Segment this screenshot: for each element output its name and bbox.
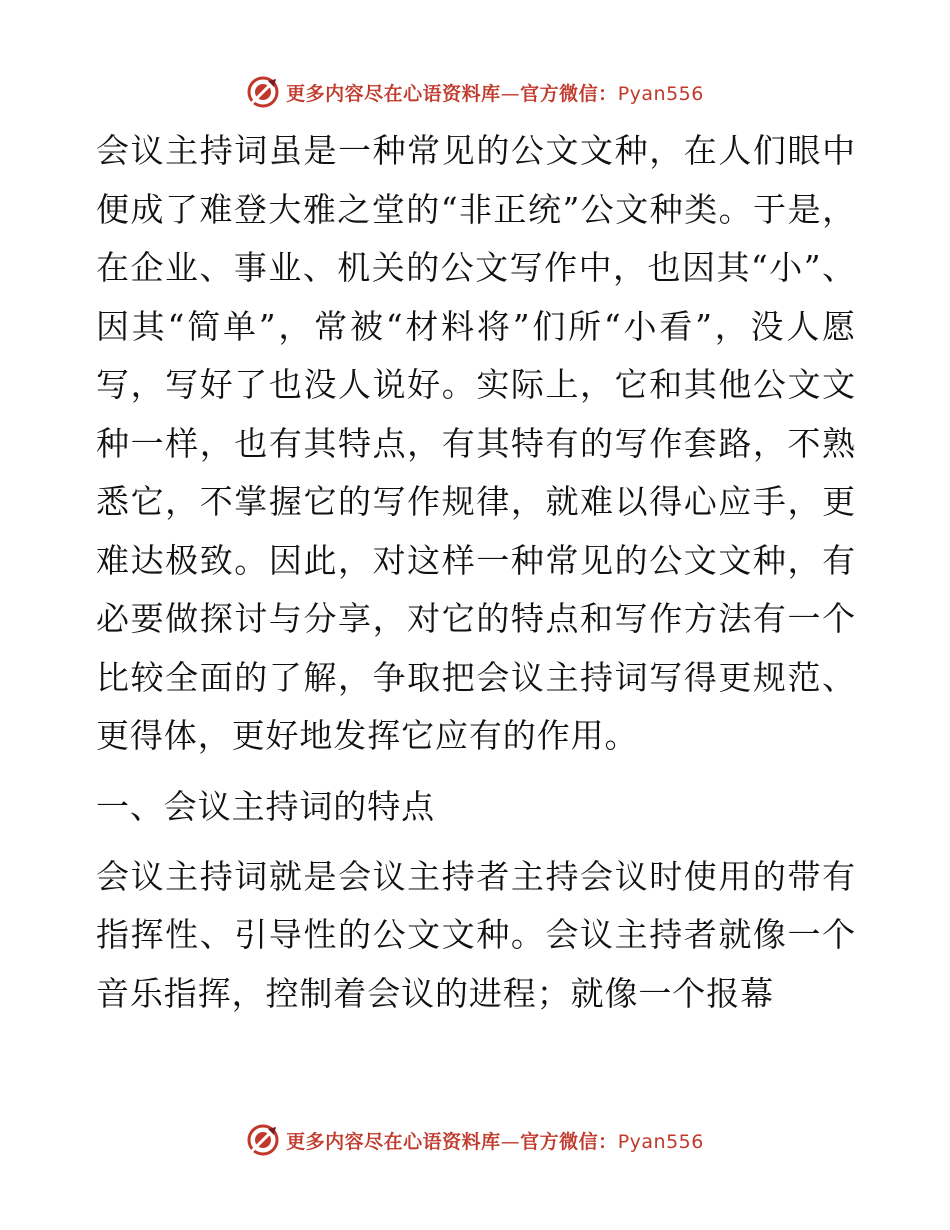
banner-secondary: 官方微信：: [520, 82, 618, 105]
header-banner: [0, 72, 950, 112]
brand-logo-icon: [246, 1123, 280, 1157]
banner-primary: 更多内容尽在心语资料库: [286, 82, 501, 105]
brand-logo-icon: [246, 75, 280, 109]
footer-banner: [0, 1120, 950, 1160]
banner-wechat-id: Pyan556: [617, 1130, 704, 1153]
intro-paragraph: 会议主持词虽是一种常见的公文文种，在人们眼中便成了难登大雅之堂的“非正统”公文种类。于是，在企业、事业、机关的公文写作中，也因其“小”、因其“简单”，常被“材料将”们所“小看”，没人愿写，写好了也没人说好。实际上，它和其他公文文种一样，也有其特点，有其特有的写作套路，不熟悉它，不掌握它的写作规律，就难以得心应手，更难达极致。因此，对这样一种常见的公文文种，有必要做探讨与分享，对它的特点和写作方法有一个比较全面的了解，争取把会议主持词写得更规范、更得体，更好地发挥它应有的作用。: [96, 131, 856, 755]
banner-wechat-id: Pyan556: [617, 82, 704, 105]
banner-text: [286, 1127, 704, 1154]
banner-primary: 更多内容尽在心语资料库: [286, 1130, 501, 1153]
document-body: [96, 122, 856, 1023]
section-paragraph: 会议主持词就是会议主持者主持会议时使用的带有指挥性、引导性的公文文种。会议主持者就像一个音乐指挥，控制着会议的进程；就像一个报幕: [96, 856, 856, 1013]
banner-separator: —: [500, 82, 521, 105]
banner-text: [286, 79, 704, 106]
banner-separator: —: [500, 1130, 521, 1153]
banner-secondary: 官方微信：: [520, 1130, 618, 1153]
section-heading: 一、会议主持词的特点: [96, 786, 435, 826]
